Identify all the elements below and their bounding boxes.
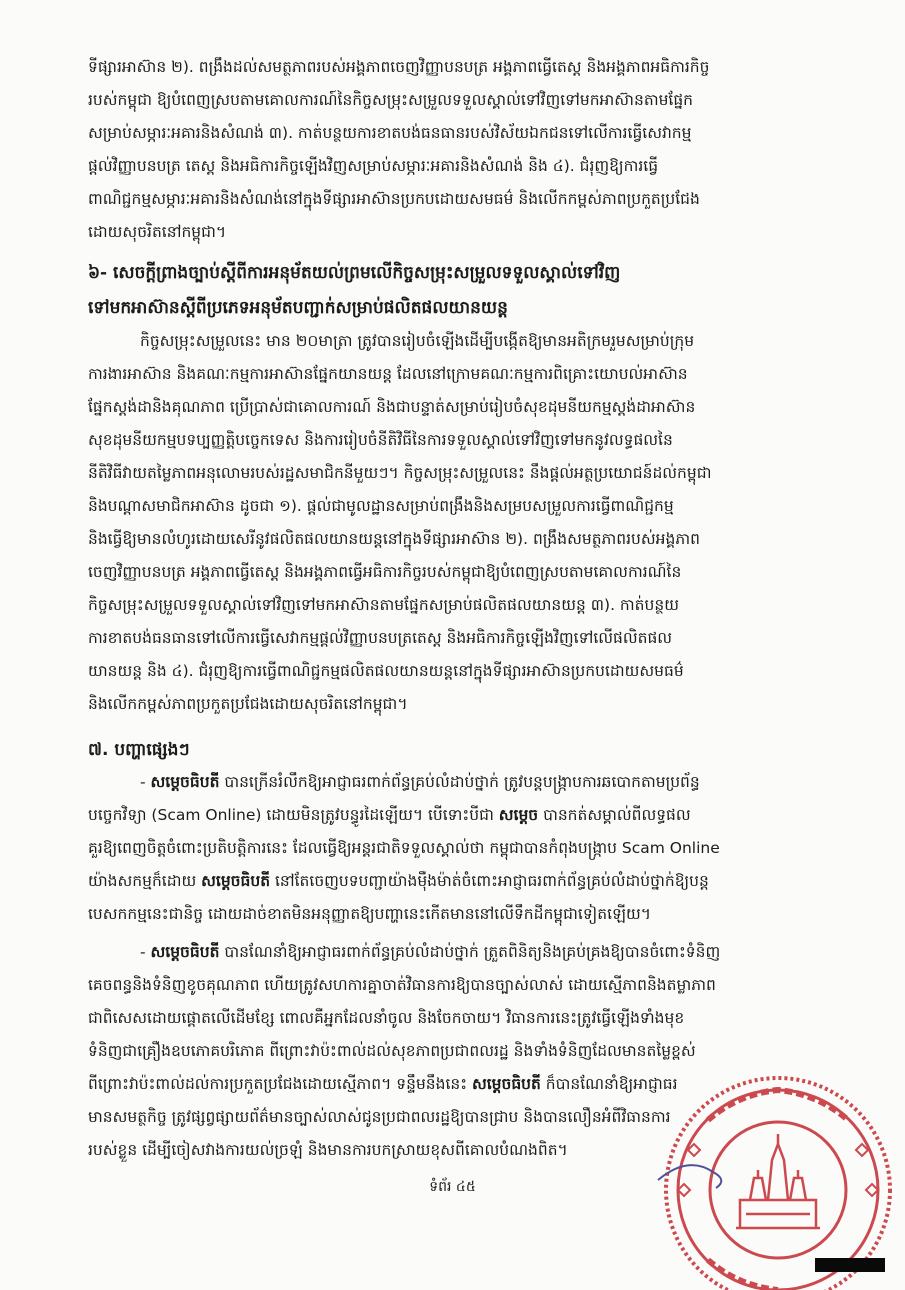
text-line: របស់កម្ពុជា ឱ្យបំពេញស្របតាមគោលការណ៍នៃកិច្ចសម្រុះសម្រួលទទួលស្គាល់ទៅវិញទៅមកអាស៊ានតាមផ្នែក	[88, 91, 694, 109]
text-line: និងបណ្តាសមាជិកអាស៊ាន ដូចជា ១). ផ្តល់ជាមូលដ្ឋានសម្រាប់ពង្រឹងនិងសម្របសម្រួលការធ្វើពាណិជ្ជកម្ម	[88, 497, 674, 515]
text-line	[88, 936, 868, 968]
bold-lead: សម្តេចធិបតី	[150, 773, 220, 791]
bold-lead: សម្តេចធិបតី	[150, 943, 220, 961]
text-line	[88, 766, 868, 798]
text-line: គេចពន្ធនិងទំនិញខូចគុណភាព ហើយត្រូវសហការគ្នាចាត់វិធានការឱ្យបានច្បាស់លាស់ ដោយស្មើភាពនិងតម្លាភាព	[88, 976, 716, 994]
corner-mark	[815, 1258, 885, 1272]
text-run: យ៉ាងសកម្មក៏ដោយ	[88, 872, 202, 890]
text-run: បានណែនាំឱ្យអាជ្ញាធរពាក់ព័ន្ធគ្រប់លំដាប់ថ្នាក់ ត្រួតពិនិត្យនិងគ្រប់គ្រងឱ្យបានចំពោះទំនិញ	[219, 943, 721, 961]
text-run: ក៏បានណែនាំឱ្យអាជ្ញាធរ	[540, 1075, 678, 1093]
text-line: នីតិវិធីវាយតម្លៃភាពអនុលោមរបស់រដ្ឋសមាជិកនីមួយៗ។ កិច្ចសម្រុះសម្រួលនេះ នឹងផ្តល់អត្ថប្រយោជន៍ដល់កម្ពុជា	[88, 464, 712, 482]
heading-line: ៧. បញ្ហាផ្សេងៗ	[88, 740, 190, 760]
text-line: ទំនិញជាគ្រឿងឧបភោគបរិភោគ ពីព្រោះវាប៉ះពាល់ដល់សុខភាពប្រជាពលរដ្ឋ និងទាំងទំនិញដែលមានតម្លៃខ្ពស់	[88, 1042, 696, 1060]
text-line: ការងារអាស៊ាន និងគណៈកម្មការអាស៊ានផ្នែកយានយន្ត ដែលនៅក្រោមគណៈកម្មការពិគ្រោះយោបល់អាស៊ាន	[88, 365, 688, 383]
official-seal-icon	[618, 1060, 905, 1290]
text-line: ការខាតបង់ធនធានទៅលើការធ្វើសេវាកម្មផ្តល់វិញ្ញាបនបត្រតេស្ត និងអធិការកិច្ចឡើងវិញទៅលើផលិតផល	[88, 629, 673, 647]
heading-line: ទៅមកអាស៊ានស្តីពីប្រភេទអនុម័តបញ្ជាក់សម្រាប់ផលិតផលយានយន្ត	[88, 298, 508, 318]
text-line: ទីផ្សារអាស៊ាន ២). ពង្រឹងដល់សមត្ថភាពរបស់អង្គភាពចេញវិញ្ញាបនបត្រ អង្គភាពធ្វើតេស្ត និងអង្គភាពអធិការកិច្ច	[88, 58, 710, 76]
bullet-dash: -	[140, 943, 151, 961]
text-line	[88, 865, 868, 897]
text-run: នៅតែចេញបទបញ្ជាយ៉ាងម៉ឺងម៉ាត់ចំពោះអាជ្ញាធរពាក់ព័ន្ធគ្រប់លំដាប់ថ្នាក់ឱ្យបន្ត	[270, 872, 709, 890]
text-run: ពីព្រោះវាប៉ះពាល់ដល់ការប្រកួតប្រជែងដោយស្មើភាព។ ទន្ទឹមនឹងនេះ	[88, 1075, 472, 1093]
text-line: ដោយសុចរិតនៅកម្ពុជា។	[88, 223, 227, 241]
bold-term: សម្តេច	[498, 806, 539, 824]
text-line: បេសកកម្មនេះជានិច្ច ដោយដាច់ខាតមិនអនុញ្ញាតឱ្យបញ្ហានេះកើតមាននៅលើទឹកដីកម្ពុជាទៀតឡើយ។	[88, 905, 652, 923]
text-line: របស់ខ្លួន ដើម្បីចៀសវាងការយល់ច្រឡំ និងមានការបកស្រាយខុសពីគោលបំណងពិត។	[88, 1141, 568, 1159]
text-line: គួរឱ្យពេញចិត្តចំពោះប្រតិបត្តិការនេះ ដែលធ្វើឱ្យអន្តរជាតិទទួលស្គាល់ថា កម្ពុជាបានកំពុងបង្ក្រាប Scam Online	[88, 839, 720, 857]
bold-term: សម្តេចធិបតី	[201, 872, 271, 890]
text-line: យានយន្ត និង ៤). ជំរុញឱ្យការធ្វើពាណិជ្ជកម្មផលិតផលយានយន្តនៅក្នុងទីផ្សារអាស៊ានប្រកបដោយសមធម៌	[88, 662, 684, 680]
text-run: បានក្រើនរំលឹកឱ្យអាជ្ញាធរពាក់ព័ន្ធគ្រប់លំដាប់ថ្នាក់ ត្រូវបន្តបង្ក្រាបការឆបោកតាមប្រព័ន្ធ	[219, 773, 700, 791]
text-line: ជាពិសេសដោយផ្តោតលើដើមខ្សែ ពោលគឺអ្នកដែលនាំចូល និងចែកចាយ។ វិធានការនេះត្រូវធ្វើឡើងទាំងមុខ	[88, 1009, 685, 1027]
text-line: ផ្នែកស្តង់ដានិងគុណភាព ប្រើប្រាស់ជាគោលការណ៍ និងជាបន្ទាត់សម្រាប់រៀបចំសុខដុមនីយកម្មស្តង់ដាអាស៊ាន	[88, 398, 696, 416]
text-line: ពាណិជ្ជកម្មសម្ភារៈអគារនិងសំណង់នៅក្នុងទីផ្សារអាស៊ានប្រកបដោយសមធម៌ និងលើកកម្ពស់ភាពប្រកួតប្រជែង	[88, 190, 700, 208]
bold-term: សម្តេចធិបតី	[471, 1075, 541, 1093]
text-line: សម្រាប់សម្ភារៈអគារនិងសំណង់ ៣). កាត់បន្ថយការខាតបង់ធនធានរបស់វិស័យឯកជនទៅលើការធ្វើសេវាកម្ម	[88, 124, 692, 142]
text-line	[88, 799, 868, 831]
page-number: ទំព័រ ៤៥	[429, 1179, 476, 1195]
text-line: សុខដុមនីយកម្មបទប្បញ្ញត្តិបច្ចេកទេស និងការរៀបចំនីតិវិធីនៃការទទួលស្គាល់ទៅវិញទៅមកនូវលទ្ធផលនៃ	[88, 431, 673, 449]
text-line: កិច្ចសម្រុះសម្រួលទទួលស្គាល់ទៅវិញទៅមកអាស៊ានតាមផ្នែកសម្រាប់ផលិតផលយានយន្ត ៣). កាត់បន្ថយ	[88, 596, 679, 614]
text-line: ចេញវិញ្ញាបនបត្រ អង្គភាពធ្វើតេស្ត និងអង្គភាពធ្វើអធិការកិច្ចរបស់កម្ពុជាឱ្យបំពេញស្របតាមគោលការណ៍នៃ	[88, 563, 682, 581]
text-line: មានសមត្ថកិច្ច ត្រូវផ្សព្វផ្សាយព័ត៌មានច្បាស់លាស់ជូនប្រជាពលរដ្ឋឱ្យបានជ្រាប និងបានលឿនអំពីវិធានការ	[88, 1108, 671, 1126]
text-line: ផ្តល់វិញ្ញាបនបត្រ តេស្ត និងអធិការកិច្ចឡើងវិញសម្រាប់សម្ភារៈអគារនិងសំណង់ និង ៤). ជំរុញឱ្យការធ្វើ	[88, 157, 659, 175]
text-line: និងលើកកម្ពស់ភាពប្រកួតប្រជែងដោយសុចរិតនៅកម្ពុជា។	[88, 695, 408, 713]
heading-line: ៦- សេចក្តីព្រាងច្បាប់ស្តីពីការអនុម័តយល់ព្រមលើកិច្ចសម្រុះសម្រួលទទួលស្គាល់ទៅវិញ	[88, 263, 621, 283]
bullet-dash: -	[140, 773, 151, 791]
text-line: និងធ្វើឱ្យមានលំហូរដោយសេរីនូវផលិតផលយានយន្តនៅក្នុងទីផ្សារអាស៊ាន ២). ពង្រឹងសមត្ថភាពរបស់អង្គភាព	[88, 530, 700, 548]
text-run: បានកត់សម្គាល់ពីលទ្ធផល	[538, 806, 691, 824]
text-run: បច្ចេកវិទ្យា (Scam Online) ដោយមិនត្រូវបន្ធូរដៃឡើយ។ បើទោះបីជា	[88, 806, 499, 824]
text-line: កិច្ចសម្រុះសម្រួលនេះ មាន ២០មាត្រា ត្រូវបានរៀបចំឡើងដើម្បីបង្កើតឱ្យមានអតិក្រមរួមសម្រាប់ក្រុម	[140, 332, 695, 350]
